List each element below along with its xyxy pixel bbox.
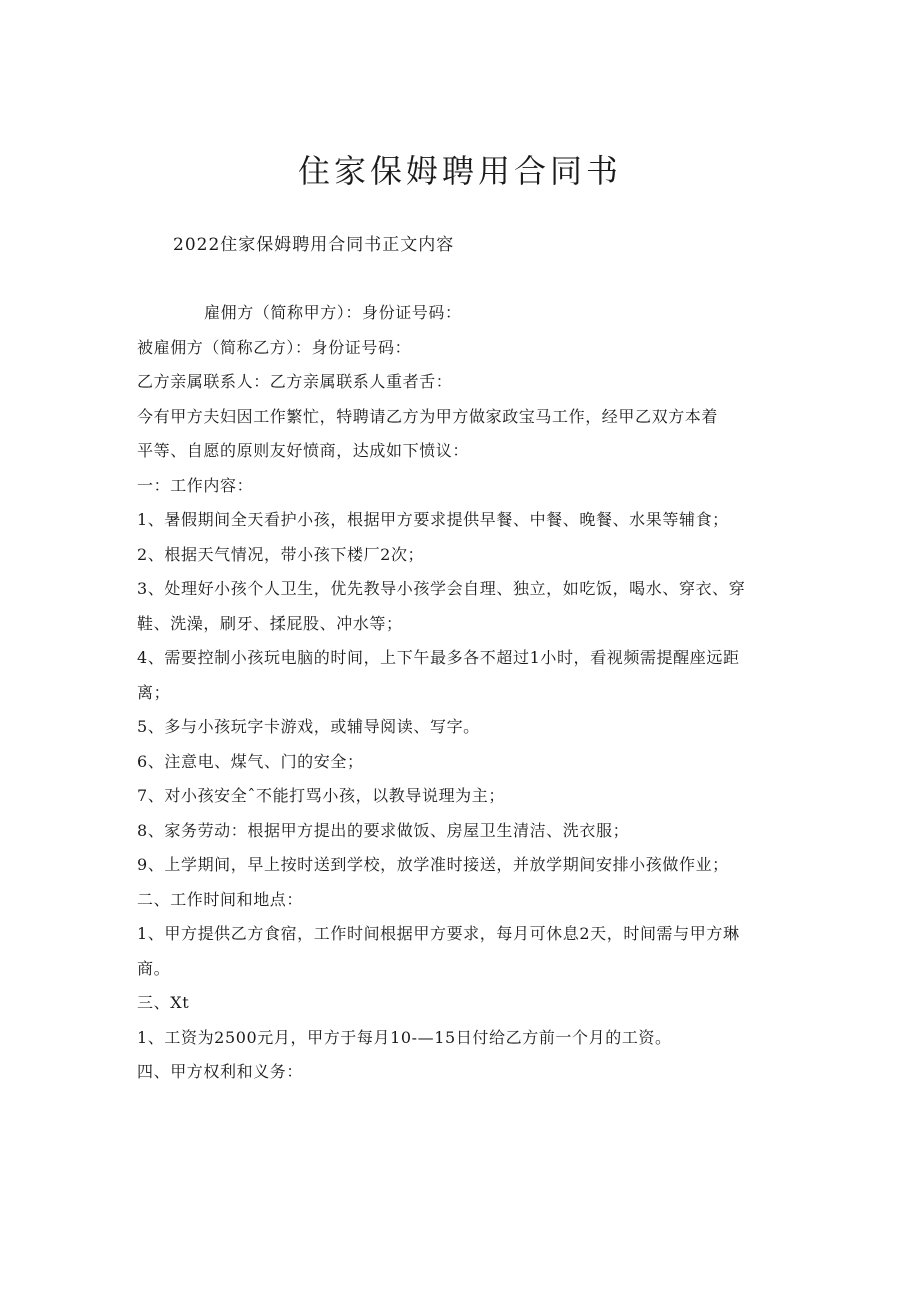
clause-3-1: 1、工资为2500元月，甲方于每月10-—15日付给乙方前一个月的工资。 (137, 1027, 672, 1047)
clause-1-8: 8、家务劳动：根据甲方提出的要求做饭、房屋卫生清洁、洗衣服； (137, 820, 630, 840)
clause-1-3-part-1: 3、处理好小孩个人卫生，优先教导小孩学会自理、独立，如吃饭，喝水、穿衣、穿 (137, 579, 746, 598)
section-heading-time-location: 二、工作时间和地点： (137, 889, 304, 909)
clause-2-1-part-1: 1、甲方提供乙方食宿，工作时间根据甲方要求，每月可休息2天，时间需与甲方琳 (137, 924, 740, 943)
clause-1-7: 7、对小孩安全ˆ不能打骂小孩，以教导说理为主； (137, 786, 505, 805)
clause-1-2: 2、根据天气情况，带小孩下楼厂2次； (137, 544, 425, 564)
document-title: 住家保姆聘用合同书 (297, 152, 622, 190)
document-subtitle: 2022住家保姆聘用合同书正文内容 (173, 235, 455, 255)
clause-1-4-part-2: 离； (137, 682, 171, 702)
clause-1-5: 5、多与小孩玩字卡游戏，或辅导阅读、写字。 (137, 717, 480, 736)
clause-1-6: 6、注意电、煤气、门的安全； (137, 751, 364, 771)
preamble-line-1: 今有甲方夫妇因工作繁忙，特聘请乙方为甲方做家政宝马工作，经甲乙双方本着 (137, 406, 719, 426)
clause-1-9: 9、上学期间，早上按时送到学校，放学准时接送，并放学期间安排小孩做作业； (137, 855, 729, 874)
section-heading-work-content: 一：工作内容： (137, 475, 254, 495)
contract-body (137, 296, 767, 1090)
preamble-line-2: 平等、自愿的原则友好愤商，达成如下愤议： (137, 441, 470, 460)
relative-contact-line: 乙方亲属联系人：乙方亲属联系人重者舌： (137, 372, 453, 391)
clause-2-1-part-2: 商。 (137, 958, 171, 978)
clause-1-4-part-1: 4、需要控制小孩玩电脑的时间，上下午最多各不超过1小时，看视频需提醒座远距 (137, 648, 740, 667)
clause-1-1: 1、暑假期间全天看护小孩，根据甲方要求提供早餐、中餐、晚餐、水果等辅食； (137, 510, 729, 529)
section-heading-employer-rights: 四、甲方权利和义务： (137, 1062, 304, 1081)
employer-id-line: 雇佣方（简称甲方）：身份证号码： (204, 303, 462, 322)
employee-id-line: 被雇佣方（简称乙方）：身份证号码： (137, 337, 412, 357)
section-heading-3: 三、Xt (137, 993, 190, 1012)
clause-1-3-part-2: 鞋、洗澡，刷牙、揉屁股、冲水等； (137, 613, 403, 633)
